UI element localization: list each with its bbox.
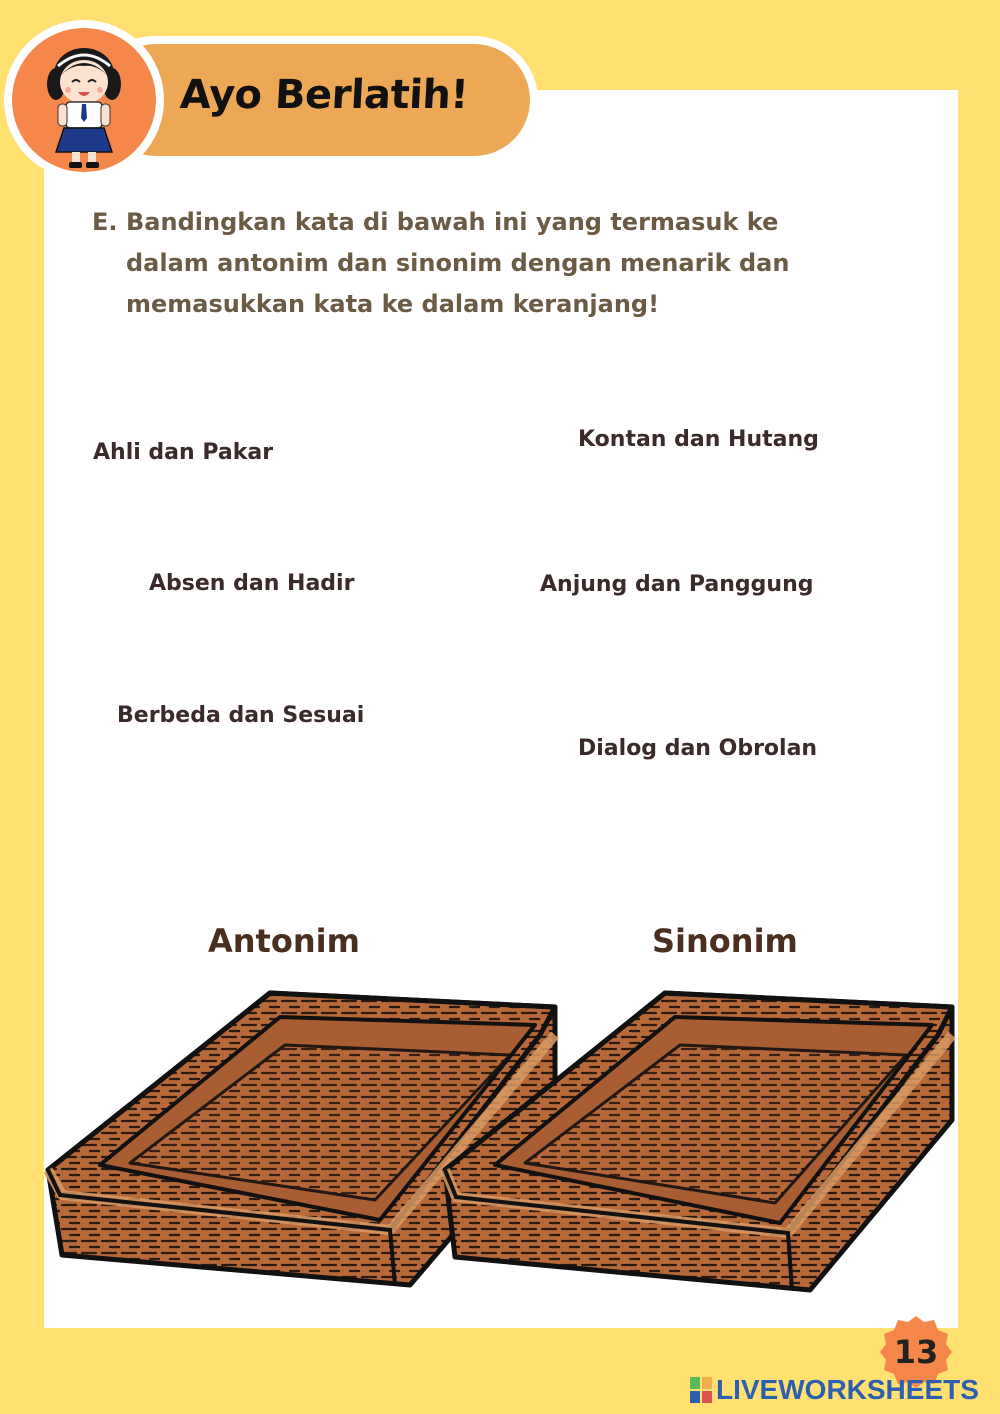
liveworksheets-text: LIVEWORKSHEETS [716, 1374, 979, 1405]
student-girl-icon [12, 28, 156, 172]
antonim-label: Antonim [208, 922, 360, 960]
word-anjung-dan-panggung[interactable]: Anjung dan Panggung [540, 572, 814, 597]
instruction-line-2: dalam antonim dan sinonim dengan menarik dan [126, 249, 790, 277]
instruction-line-3: memasukkan kata ke dalam keranjang! [126, 290, 660, 318]
page-number: 13 [893, 1333, 939, 1371]
instruction-text [92, 202, 852, 325]
instruction-line-1: E. Bandingkan kata di bawah ini yang termasuk ke [92, 202, 852, 243]
baskets-illustration [40, 985, 960, 1315]
word-dialog-dan-obrolan[interactable]: Dialog dan Obrolan [578, 736, 818, 761]
word-berbeda-dan-sesuai[interactable]: Berbeda dan Sesuai [117, 703, 365, 728]
word-kontan-dan-hutang[interactable]: Kontan dan Hutang [578, 427, 819, 452]
word-absen-dan-hadir[interactable]: Absen dan Hadir [149, 571, 355, 596]
avatar [12, 28, 156, 172]
liveworksheets-blocks-icon [690, 1377, 712, 1403]
page-title: Ayo Berlatih! [178, 72, 470, 118]
sinonim-label: Sinonim [652, 922, 798, 960]
liveworksheets-logo[interactable] [690, 1372, 979, 1408]
instruction-number: E. [92, 208, 118, 236]
word-ahli-dan-pakar[interactable]: Ahli dan Pakar [93, 440, 274, 465]
